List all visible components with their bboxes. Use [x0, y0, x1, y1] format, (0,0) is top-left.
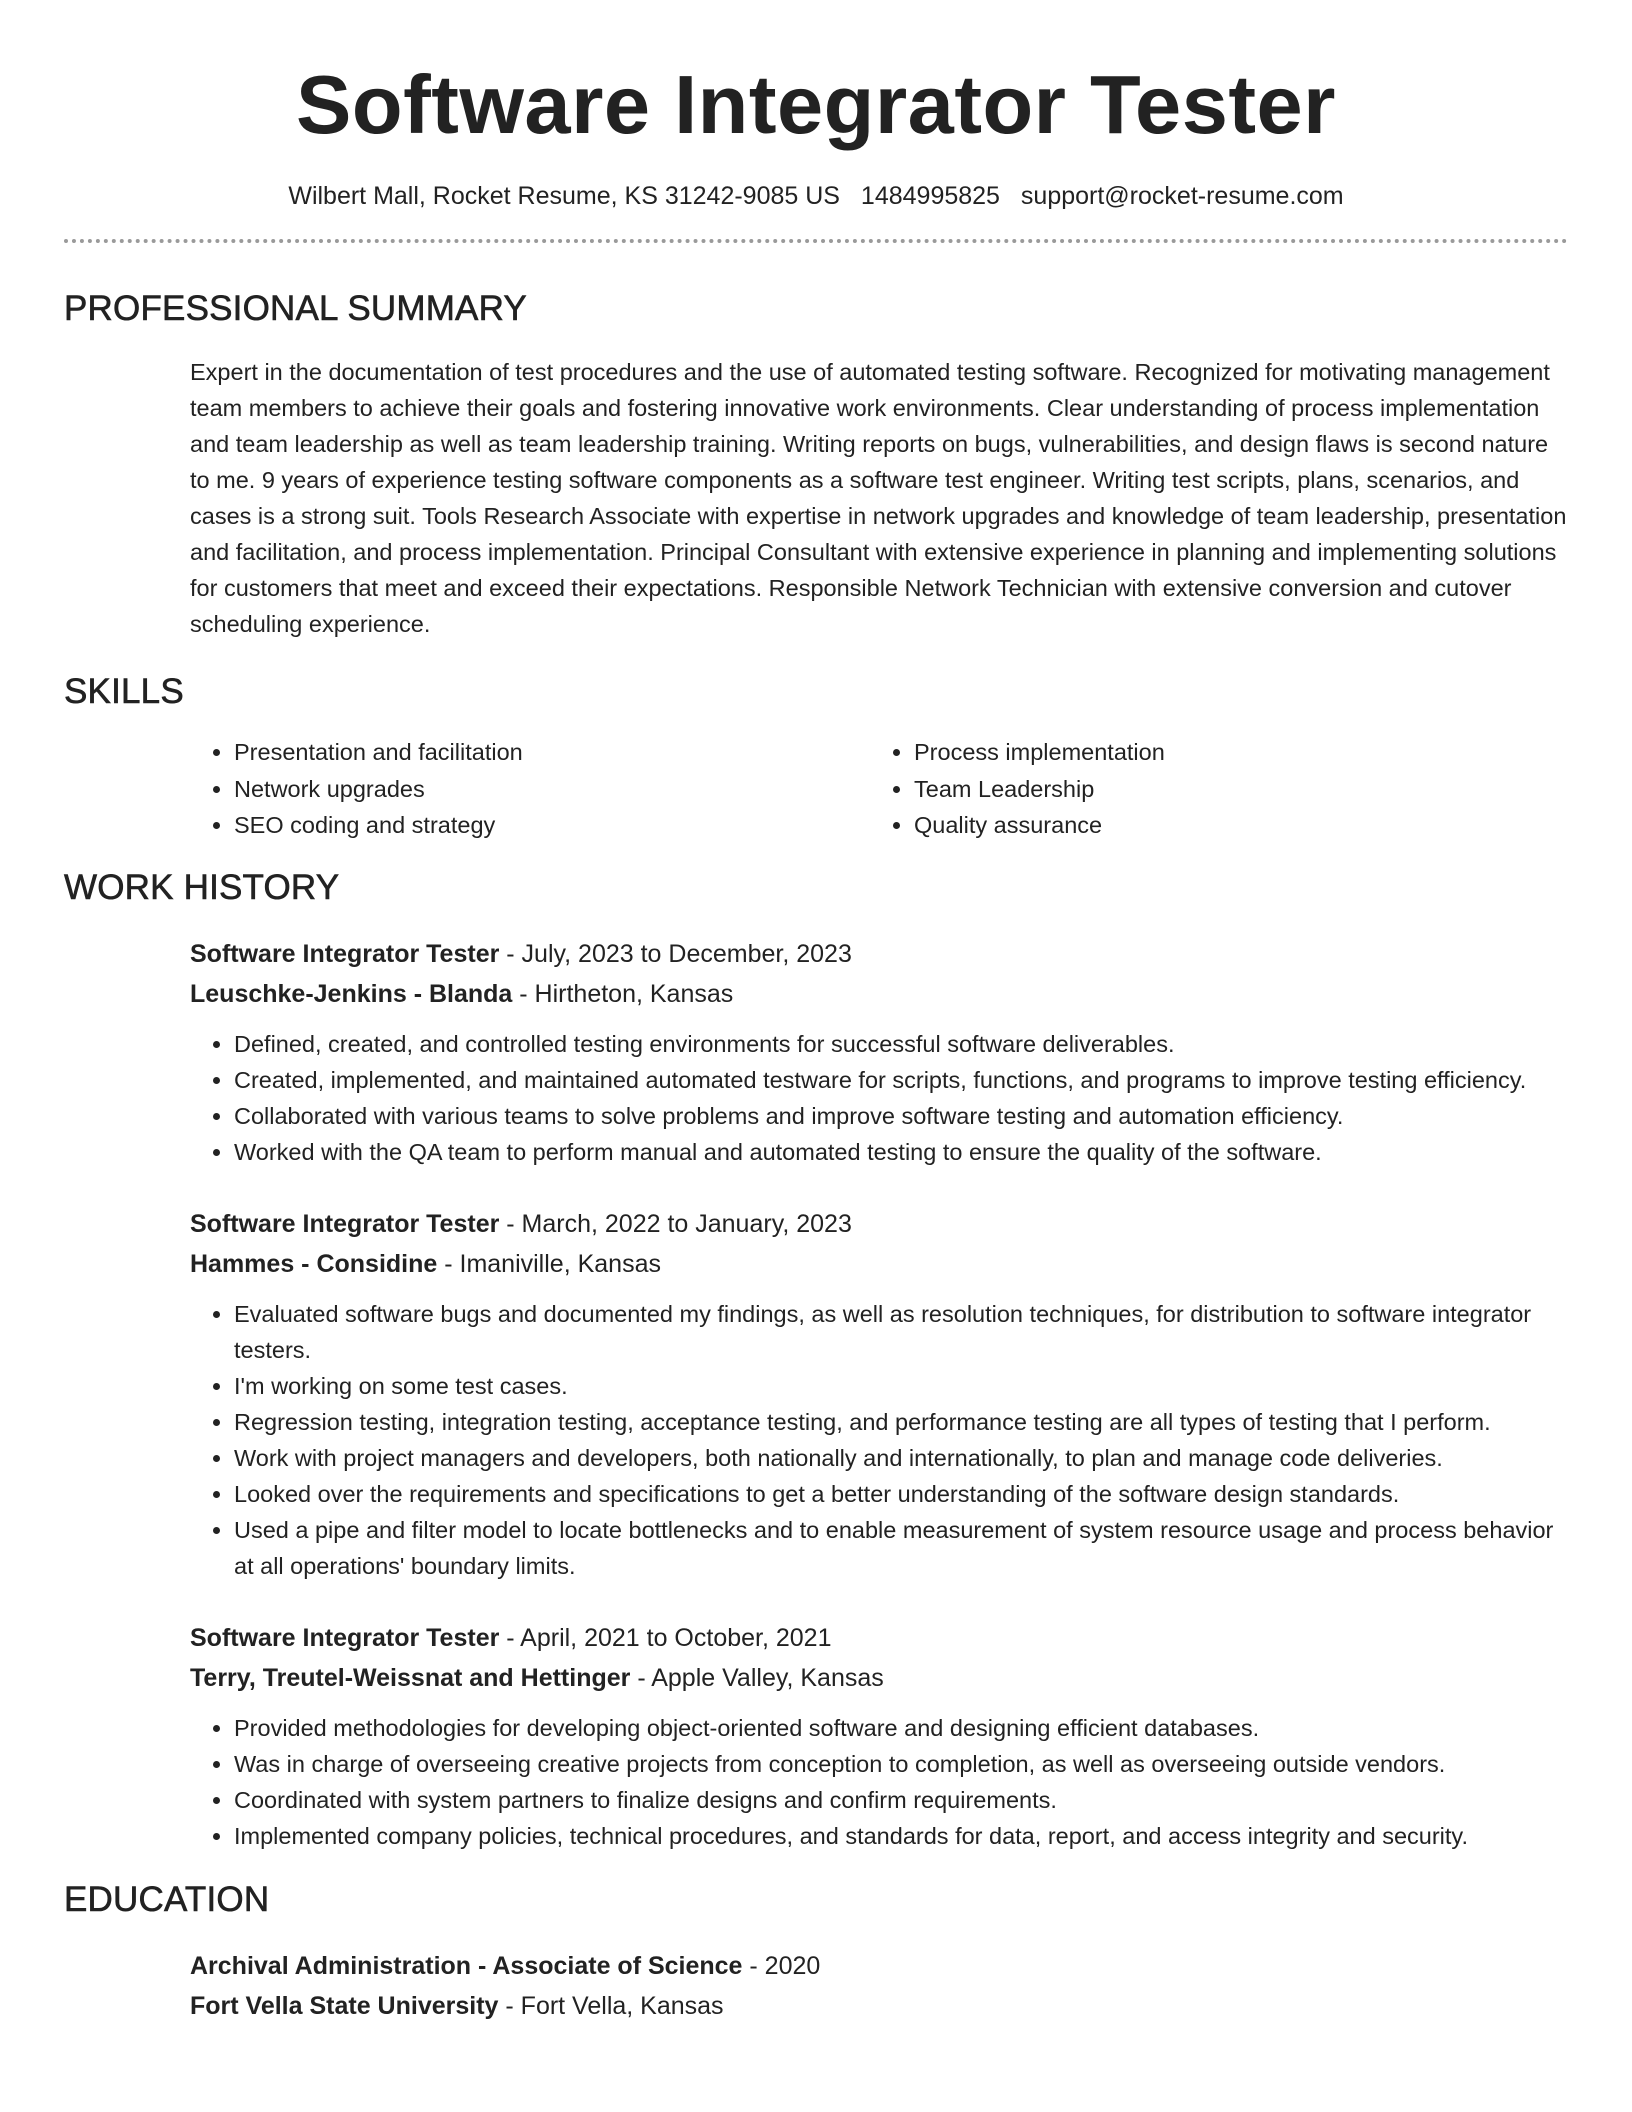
skill-item: • Network upgrades	[234, 771, 870, 808]
skills-list	[190, 734, 1568, 844]
job-bullets	[190, 1026, 1568, 1170]
skill-item: • Process implementation	[914, 734, 1550, 771]
job-bullets	[190, 1710, 1568, 1854]
job-company-line	[190, 974, 1568, 1014]
resume-name: Software Integrator Tester	[296, 58, 1336, 151]
education-heading: EDUCATION	[64, 1879, 270, 1919]
job-location: - Hirtheton, Kansas	[512, 979, 734, 1008]
job-bullet: • Created, implemented, and maintained automated testware for scripts, functions, and programs to improve testing efficiency.	[234, 1062, 1568, 1098]
job-bullet: • Looked over the requirements and specifications to get a better understanding of the software design standards.	[234, 1476, 1568, 1512]
skills-column-right	[870, 734, 1550, 844]
job-bullet: • Coordinated with system partners to finalize designs and confirm requirements.	[234, 1782, 1568, 1818]
job-entry	[190, 934, 1568, 1170]
job-bullet: • Collaborated with various teams to solve problems and improve software testing and automation efficiency.	[234, 1098, 1568, 1134]
work-history-heading: WORK HISTORY	[64, 867, 340, 907]
skill-item: • Presentation and facilitation	[234, 734, 870, 771]
education-year: - 2020	[742, 1951, 821, 1980]
contact-address: Wilbert Mall, Rocket Resume, KS 31242-9085 US	[288, 182, 840, 210]
job-role: Software Integrator Tester	[190, 939, 500, 968]
job-location: - Imaniville, Kansas	[437, 1249, 661, 1278]
education-school: Fort Vella State University	[190, 1991, 499, 2020]
job-bullet: • Work with project managers and developers, both nationally and internationally, to plan and manage code deliveries.	[234, 1440, 1568, 1476]
job-bullet: • Was in charge of overseeing creative projects from conception to completion, as well as overseeing outside vendors.	[234, 1746, 1568, 1782]
job-dates: - March, 2022 to January, 2023	[499, 1209, 852, 1238]
job-company-line	[190, 1658, 1568, 1698]
job-company: Leuschke-Jenkins - Blanda	[190, 979, 513, 1008]
skill-item: • Quality assurance	[914, 807, 1550, 844]
job-company: Hammes - Considine	[190, 1249, 438, 1278]
job-bullet: • Worked with the QA team to perform manual and automated testing to ensure the quality of the software.	[234, 1134, 1568, 1170]
summary-heading: PROFESSIONAL SUMMARY	[64, 289, 527, 328]
contact-email: support@rocket-resume.com	[1020, 182, 1344, 210]
contact-phone: 1484995825	[860, 182, 1000, 210]
education-degree: Archival Administration - Associate of Science	[190, 1951, 743, 1980]
job-role: Software Integrator Tester	[190, 1623, 500, 1652]
header-divider	[64, 239, 1568, 243]
education-entry	[190, 1946, 1568, 2026]
education-school-line	[190, 1986, 1568, 2026]
job-dates: - July, 2023 to December, 2023	[499, 939, 852, 968]
job-bullet: • I'm working on some test cases.	[234, 1368, 1568, 1404]
job-bullet: • Defined, created, and controlled testing environments for successful software deliverables.	[234, 1026, 1568, 1062]
job-role: Software Integrator Tester	[190, 1209, 500, 1238]
job-company-line	[190, 1244, 1568, 1284]
job-title-line	[190, 934, 1568, 974]
skills-heading: SKILLS	[64, 672, 184, 711]
job-bullets	[190, 1296, 1568, 1584]
job-dates: - April, 2021 to October, 2021	[499, 1623, 832, 1652]
job-bullet: • Regression testing, integration testing, acceptance testing, and performance testing are all types of testing that I perform.	[234, 1404, 1568, 1440]
job-entry	[190, 1204, 1568, 1584]
education-degree-line	[190, 1946, 1568, 1986]
job-entry	[190, 1618, 1568, 1854]
skill-item: • Team Leadership	[914, 771, 1550, 808]
job-title-line	[190, 1204, 1568, 1244]
skills-column-left	[190, 734, 870, 844]
job-bullet: • Implemented company policies, technical procedures, and standards for data, report, and access integrity and security.	[234, 1818, 1568, 1854]
education-location: - Fort Vella, Kansas	[498, 1991, 724, 2020]
skill-item: • SEO coding and strategy	[234, 807, 870, 844]
summary-text: Expert in the documentation of test procedures and the use of automated testing software. Recognized for motivating management team members to achieve their goals and fostering innovative work environments. Clear understanding of process implementation and team leadership as well as team leadership training. Writing reports on bugs, vulnerabilities, and design flaws is second nature to me. 9 years of experience testing software components as a software test engineer. Writing test scripts, plans, scenarios, and cases is a strong suit. Tools Research Associate with expertise in network upgrades and knowledge of team leadership, presentation and facilitation, and process implementation. Principal Consultant with extensive experience in planning and implementing solutions for customers that meet and exceed their expectations. Responsible Network Technician with extensive conversion and cutover scheduling experience.	[190, 359, 1567, 637]
contact-line	[64, 182, 1568, 211]
job-location: - Apple Valley, Kansas	[630, 1663, 884, 1692]
job-bullet: • Provided methodologies for developing object-oriented software and designing efficient databases.	[234, 1710, 1568, 1746]
job-title-line	[190, 1618, 1568, 1658]
job-company: Terry, Treutel-Weissnat and Hettinger	[190, 1663, 631, 1692]
job-bullet: • Evaluated software bugs and documented my findings, as well as resolution techniques, for distribution to software integrator testers.	[234, 1296, 1568, 1368]
job-bullet: • Used a pipe and filter model to locate bottlenecks and to enable measurement of system resource usage and process behavior at all operations' boundary limits.	[234, 1512, 1568, 1584]
